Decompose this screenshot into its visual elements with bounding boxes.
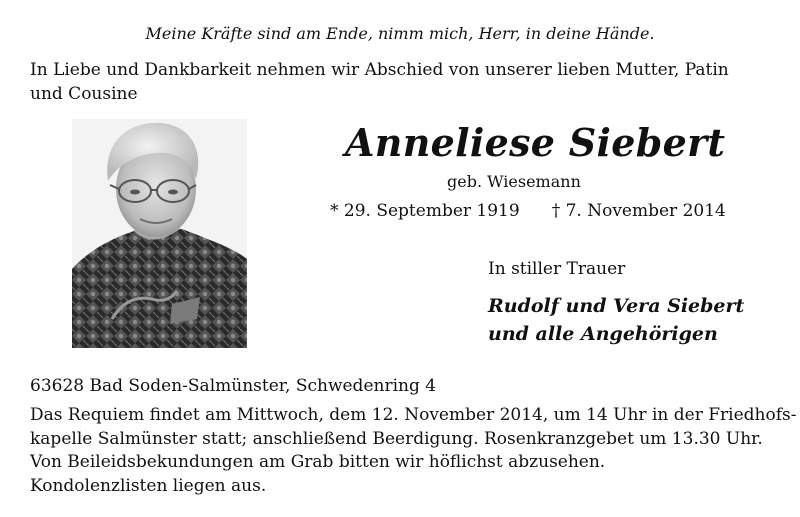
notice-line: Von Beileidsbekundungen am Grab bitten wir höflichst abzusehen. [30, 452, 606, 472]
death-date: † 7. November 2014 [551, 201, 726, 221]
birth-date: * 29. September 1919 [330, 201, 520, 221]
intro-line: und Cousine [30, 84, 138, 104]
notice-line: Das Requiem findet am Mittwoch, dem 12. November 2014, um 14 Uhr in der Friedhofs- [30, 405, 797, 425]
life-dates [330, 201, 726, 221]
mourners [488, 292, 744, 348]
funeral-notice [30, 404, 797, 498]
notice-line: Kondolenzlisten liegen aus. [30, 475, 267, 496]
motto: Meine Kräfte sind am Ende, nimm mich, Herr, in deine Hände. [145, 24, 655, 43]
mourners-line: und alle Angehörigen [488, 323, 718, 345]
portrait-photo [72, 119, 247, 348]
maiden-name: geb. Wiesemann [447, 172, 581, 191]
deceased-name: Anneliese Siebert [345, 120, 726, 165]
mourning-label: In stiller Trauer [488, 259, 626, 279]
intro-line: In Liebe und Dankbarkeit nehmen wir Abschied von unserer lieben Mutter, Patin [30, 60, 729, 80]
intro-text [30, 58, 775, 106]
notice-line: kapelle Salmünster statt; anschließend Beerdigung. Rosenkranzgebet um 13.30 Uhr. [30, 428, 763, 449]
mourners-line: Rudolf und Vera Siebert [488, 295, 745, 317]
address: 63628 Bad Soden-Salmünster, Schwedenring 4 [30, 376, 437, 396]
